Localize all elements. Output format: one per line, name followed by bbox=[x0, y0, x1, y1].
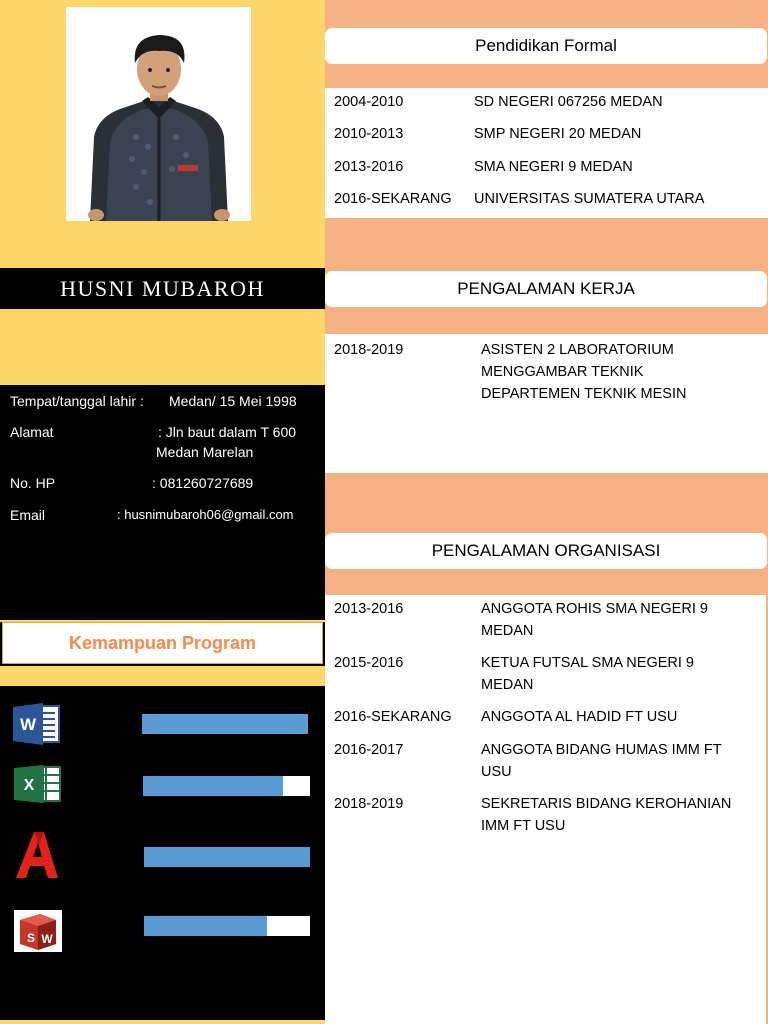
phone-value: : 081260727689 bbox=[152, 475, 254, 491]
address-value-line1: : Jln baut dalam T 600 bbox=[158, 424, 297, 440]
work-year-1: 2018-2019 bbox=[334, 342, 404, 358]
organization-title: PENGALAMAN ORGANISASI bbox=[325, 533, 767, 569]
address-label: Alamat bbox=[10, 424, 54, 440]
organization-desc-5: SEKRETARIS BIDANG KEROHANIAN IMM FT USU bbox=[481, 796, 732, 834]
work-title: PENGALAMAN KERJA bbox=[325, 271, 767, 307]
organization-desc-3: ANGGOTA AL HADID FT USU bbox=[481, 709, 678, 725]
bottom-yellow-line bbox=[0, 1020, 325, 1024]
skills-title-box bbox=[2, 622, 323, 664]
solidworks-skill-fill bbox=[144, 916, 267, 936]
education-year-4: 2016-SEKARANG bbox=[334, 191, 452, 207]
birth-label: Tempat/tanggal lahir : bbox=[10, 393, 144, 409]
organization-desc-1: ANGGOTA ROHIS SMA NEGERI 9 MEDAN bbox=[481, 601, 708, 639]
autocad-skill-fill bbox=[144, 847, 310, 867]
word-icon bbox=[13, 703, 61, 745]
email-label: Email bbox=[10, 507, 46, 523]
excel-skill-bar bbox=[143, 776, 310, 796]
email-value: : husnimubaroh06@gmail.com bbox=[117, 507, 294, 522]
education-year-3: 2013-2016 bbox=[334, 159, 404, 175]
excel-icon bbox=[14, 765, 62, 803]
svg-text:W: W bbox=[41, 932, 53, 946]
name-bar bbox=[0, 268, 325, 309]
full-name: HUSNI MUBAROH bbox=[60, 276, 265, 301]
yellow-spacer-block bbox=[0, 309, 325, 385]
birth-value: Medan/ 15 Mei 1998 bbox=[169, 393, 297, 409]
solidworks-skill-bar bbox=[144, 916, 310, 936]
education-desc-1: SD NEGERI 067256 MEDAN bbox=[474, 94, 663, 110]
profile-photo bbox=[66, 7, 251, 221]
organization-year-2: 2015-2016 bbox=[334, 655, 404, 671]
excel-skill-fill bbox=[143, 776, 283, 796]
education-year-2: 2010-2013 bbox=[334, 126, 404, 142]
word-skill-fill bbox=[142, 714, 308, 734]
svg-text:W: W bbox=[19, 715, 37, 734]
organization-desc-4: ANGGOTA BIDANG HUMAS IMM FT USU bbox=[481, 742, 722, 780]
word-skill-bar bbox=[142, 714, 308, 734]
education-desc-4: UNIVERSITAS SUMATERA UTARA bbox=[474, 191, 705, 207]
organization-year-4: 2016-2017 bbox=[334, 742, 404, 758]
organization-year-1: 2013-2016 bbox=[334, 601, 404, 617]
work-desc-1: ASISTEN 2 LABORATORIUM MENGGAMBAR TEKNIK DEPARTEMEN TEKNIK MESIN bbox=[481, 342, 687, 402]
address-value-line2: Medan Marelan bbox=[156, 444, 254, 460]
skills-title: Kemampuan Program bbox=[68, 633, 257, 653]
education-desc-2: SMP NEGERI 20 MEDAN bbox=[474, 126, 642, 142]
phone-label: No. HP bbox=[10, 475, 56, 491]
svg-text:X: X bbox=[23, 777, 35, 794]
organization-year-3: 2016-SEKARANG bbox=[334, 709, 452, 725]
education-title: Pendidikan Formal bbox=[325, 28, 767, 64]
skill-yellow-strip bbox=[0, 666, 325, 686]
organization-desc-2: KETUA FUTSAL SMA NEGERI 9 MEDAN bbox=[481, 655, 694, 693]
education-year-1: 2004-2010 bbox=[334, 94, 404, 110]
svg-text:S: S bbox=[26, 931, 36, 945]
autocad-icon bbox=[14, 830, 60, 880]
education-desc-3: SMA NEGERI 9 MEDAN bbox=[474, 159, 633, 175]
solidworks-icon bbox=[14, 910, 62, 952]
autocad-skill-bar bbox=[144, 847, 310, 867]
organization-year-5: 2018-2019 bbox=[334, 796, 404, 812]
